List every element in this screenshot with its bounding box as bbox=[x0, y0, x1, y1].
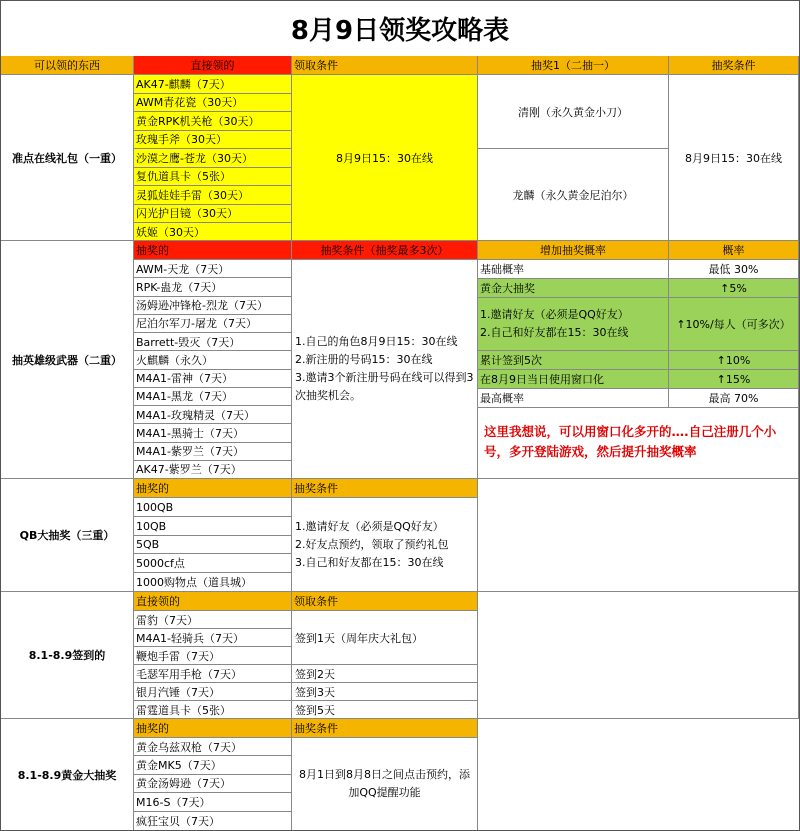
list-item: 玫瑰手斧（30天） bbox=[134, 131, 292, 150]
list-item: RPK-蛊龙（7天） bbox=[134, 278, 292, 296]
condition-line: 2.好友点预约，领取了预约礼包 bbox=[295, 537, 449, 551]
list-item: 黄金乌兹双枪（7天） bbox=[134, 738, 292, 756]
lottery-prize-2: 龙麟（永久黄金尼泊尔） bbox=[478, 149, 669, 241]
prob-header: 增加抽奖概率 bbox=[478, 241, 669, 260]
section4-label: 8.1-8.9签到的 bbox=[1, 592, 134, 719]
condition-line: 2.新注册的号码15：30在线 bbox=[295, 353, 433, 366]
note-text: 这里我想说，可以用窗口化多开的….自己注册几个小号，多开登陆游戏，然后提升抽奖概率 bbox=[478, 408, 799, 479]
prob-row-value: ↑15% bbox=[669, 370, 799, 389]
section2-item-header: 抽奖的 bbox=[134, 241, 292, 260]
list-item: M4A1-紫罗兰（7天） bbox=[134, 443, 292, 461]
list-item: AWM-天龙（7天） bbox=[134, 260, 292, 278]
section2-label: 抽英雄级武器（二重） bbox=[1, 241, 134, 479]
prob-value-header: 概率 bbox=[669, 241, 799, 260]
list-item: 银月汽锤（7天） bbox=[134, 683, 292, 701]
list-item: M4A1-轻骑兵（7天） bbox=[134, 629, 292, 647]
list-item: Barrett-毁灭（7天） bbox=[134, 333, 292, 351]
list-item: AK47-紫罗兰（7天） bbox=[134, 461, 292, 479]
section4-cond-main: 签到1天（周年庆大礼包） bbox=[292, 611, 478, 665]
section4-cond-header: 领取条件 bbox=[292, 592, 478, 611]
section3-item-header: 抽奖的 bbox=[134, 479, 292, 498]
list-item: 1000购物点（道具城） bbox=[134, 573, 292, 592]
list-item: 100QB bbox=[134, 498, 292, 517]
section5-label: 8.1-8.9黄金大抽奖 bbox=[1, 719, 134, 830]
list-item: 复仇道具卡（5张） bbox=[134, 168, 292, 187]
list-item: 黄金MK5（7天） bbox=[134, 756, 292, 774]
header-direct: 直接领的 bbox=[134, 56, 292, 75]
list-item: 火麒麟（永久） bbox=[134, 351, 292, 369]
section3-label: QB大抽奖（三重） bbox=[1, 479, 134, 592]
prob-row-label: 黄金大抽奖 bbox=[478, 279, 669, 298]
prob-row-value: 最低 30% bbox=[669, 260, 799, 279]
section3-cond-header: 抽奖条件 bbox=[292, 479, 478, 498]
section2-cond-header: 抽奖条件（抽奖最多3次） bbox=[292, 241, 478, 260]
empty-area bbox=[478, 719, 799, 830]
list-item: 黄金RPK机关枪（30天） bbox=[134, 112, 292, 131]
section3-conditions bbox=[292, 498, 478, 592]
section4-item-header: 直接领的 bbox=[134, 592, 292, 611]
section4-cond-row: 签到3天 bbox=[292, 683, 478, 701]
header-condition: 领取条件 bbox=[292, 56, 478, 75]
empty-area bbox=[478, 592, 799, 719]
prob-row-label: 累计签到5次 bbox=[478, 351, 669, 370]
header-things: 可以领的东西 bbox=[1, 56, 134, 75]
section1-label: 准点在线礼包（一重） bbox=[1, 75, 134, 241]
list-item: 灵狐娃娃手雷（30天） bbox=[134, 186, 292, 205]
prob-row-line: 1.邀请好友（必须是QQ好友） bbox=[480, 308, 629, 321]
list-item: M4A1-黑龙（7天） bbox=[134, 388, 292, 406]
prob-row-value: ↑10%/每人（可多次） bbox=[669, 298, 799, 351]
list-item: 5QB bbox=[134, 536, 292, 554]
list-item: 闪光护目镜（30天） bbox=[134, 205, 292, 224]
prob-row-value: ↑5% bbox=[669, 279, 799, 298]
list-item: M4A1-黑骑士（7天） bbox=[134, 424, 292, 442]
list-item: 5000cf点 bbox=[134, 554, 292, 573]
condition-line: 3.邀请3个新注册号码在线可以得到3次抽奖机会。 bbox=[295, 371, 474, 402]
header-lottery1: 抽奖1（二抽一） bbox=[478, 56, 669, 75]
list-item: 雷豹（7天） bbox=[134, 611, 292, 629]
page-title: 8月9日领奖攻略表 bbox=[1, 1, 799, 57]
section2-conditions bbox=[292, 260, 478, 479]
list-item: 疯狂宝贝（7天） bbox=[134, 812, 292, 830]
prob-row-label bbox=[478, 298, 669, 351]
header-lottery-condition: 抽奖条件 bbox=[669, 56, 799, 75]
lottery-prize-1: 清刚（永久黄金小刀） bbox=[478, 75, 669, 149]
condition-line: 1.邀请好友（必须是QQ好友） bbox=[295, 519, 444, 533]
prob-row-line: 2.自己和好友都在15：30在线 bbox=[480, 326, 629, 339]
section5-cond-header: 抽奖条件 bbox=[292, 719, 478, 738]
section4-cond-row: 签到5天 bbox=[292, 701, 478, 719]
condition-line: 3.自己和好友都在15：30在线 bbox=[295, 555, 444, 569]
list-item: 妖姬（30天） bbox=[134, 223, 292, 241]
section4-cond-row: 签到2天 bbox=[292, 665, 478, 683]
list-item: AK47-麒麟（7天） bbox=[134, 75, 292, 94]
list-item: 汤姆逊冲锋枪-烈龙（7天） bbox=[134, 297, 292, 315]
list-item: 黄金汤姆逊（7天） bbox=[134, 775, 292, 793]
list-item: M4A1-玫瑰精灵（7天） bbox=[134, 406, 292, 424]
condition-line: 1.自己的角色8月9日15：30在线 bbox=[295, 335, 458, 348]
section1-condition: 8月9日15：30在线 bbox=[292, 75, 478, 241]
prob-row-value: 最高 70% bbox=[669, 389, 799, 408]
prob-row-label: 最高概率 bbox=[478, 389, 669, 408]
list-item: M4A1-雷神（7天） bbox=[134, 370, 292, 388]
section5-item-header: 抽奖的 bbox=[134, 719, 292, 738]
list-item: 雷霆道具卡（5张） bbox=[134, 701, 292, 719]
list-item: 鞭炮手雷（7天） bbox=[134, 647, 292, 665]
prob-row-value: ↑10% bbox=[669, 351, 799, 370]
section5-condition: 8月1日到8月8日之间点击预约，添加QQ提醒功能 bbox=[292, 738, 478, 830]
prob-row-label: 基础概率 bbox=[478, 260, 669, 279]
prob-row-label: 在8月9日当日使用窗口化 bbox=[478, 370, 669, 389]
list-item: AWM青花瓷（30天） bbox=[134, 94, 292, 113]
list-item: 毛瑟军用手枪（7天） bbox=[134, 665, 292, 683]
list-item: 沙漠之鹰-苍龙（30天） bbox=[134, 149, 292, 168]
lottery-condition: 8月9日15：30在线 bbox=[669, 75, 799, 241]
list-item: 尼泊尔军刀-屠龙（7天） bbox=[134, 315, 292, 333]
list-item: 10QB bbox=[134, 517, 292, 536]
list-item: M16-S（7天） bbox=[134, 793, 292, 811]
empty-area bbox=[478, 479, 799, 592]
